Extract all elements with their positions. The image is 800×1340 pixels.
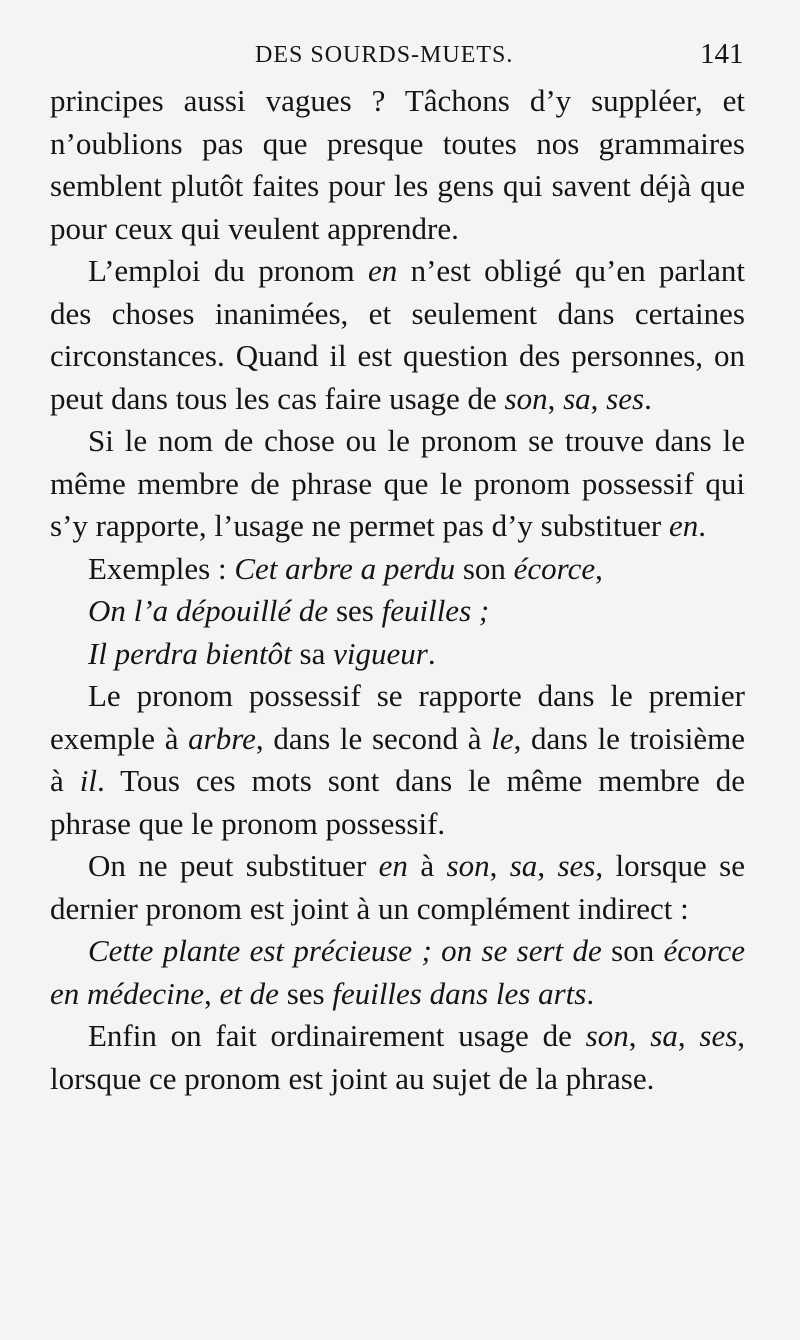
paragraph-enfin: Enfin on fait ordinairement usage de son, sa, ses, lorsque ce pronom est joint au sujet de la phrase.	[50, 1018, 746, 1096]
page-number: 141	[700, 38, 744, 70]
examples-line-3: Il perdra bientôt sa vigueur.	[88, 635, 436, 671]
page-body	[50, 80, 745, 1100]
example-plante: Cette plante est précieuse ; on se sert de son écorce en médecine, et de ses feuilles dans les arts.	[50, 933, 745, 1011]
paragraph-pronom-possessif: Le pronom possessif se rapporte dans le premier exemple à arbre, dans le second à le, dans le troisième à il. Tous ces mots sont dans le même membre de phrase que le pronom possessif.	[50, 678, 745, 841]
page-header	[0, 36, 800, 76]
paragraph-nom-de-chose: Si le nom de chose ou le pronom se trouve dans le même membre de phrase que le pronom possessif qui s’y rapporte, l’usage ne permet pas d’y substituer en.	[50, 423, 745, 543]
examples-line-1: Exemples : Cet arbre a perdu son écorce,	[88, 550, 603, 586]
paragraph-continuation: principes aussi vagues ? Tâchons d’y suppléer, et n’oublions pas que presque toutes nos grammaires semblent plutôt faites pour les gens qui savent déjà que pour ceux qui veulent apprendre.	[50, 83, 745, 246]
paragraph-complement-indirect: On ne peut substituer en à son, sa, ses, lorsque se dernier pronom est joint à un complément indirect :	[50, 848, 745, 926]
paragraph-emploi-en: L’emploi du pronom en n’est obligé qu’en parlant des choses inanimées, et seulement dans certaines circonstances. Quand il est question des personnes, on peut dans tous les cas faire usage de son, sa, ses.	[50, 253, 745, 416]
examples-line-2: On l’a dépouillé de ses feuilles ;	[88, 593, 490, 628]
running-head: DES SOURDS-MUETS.	[255, 42, 514, 68]
